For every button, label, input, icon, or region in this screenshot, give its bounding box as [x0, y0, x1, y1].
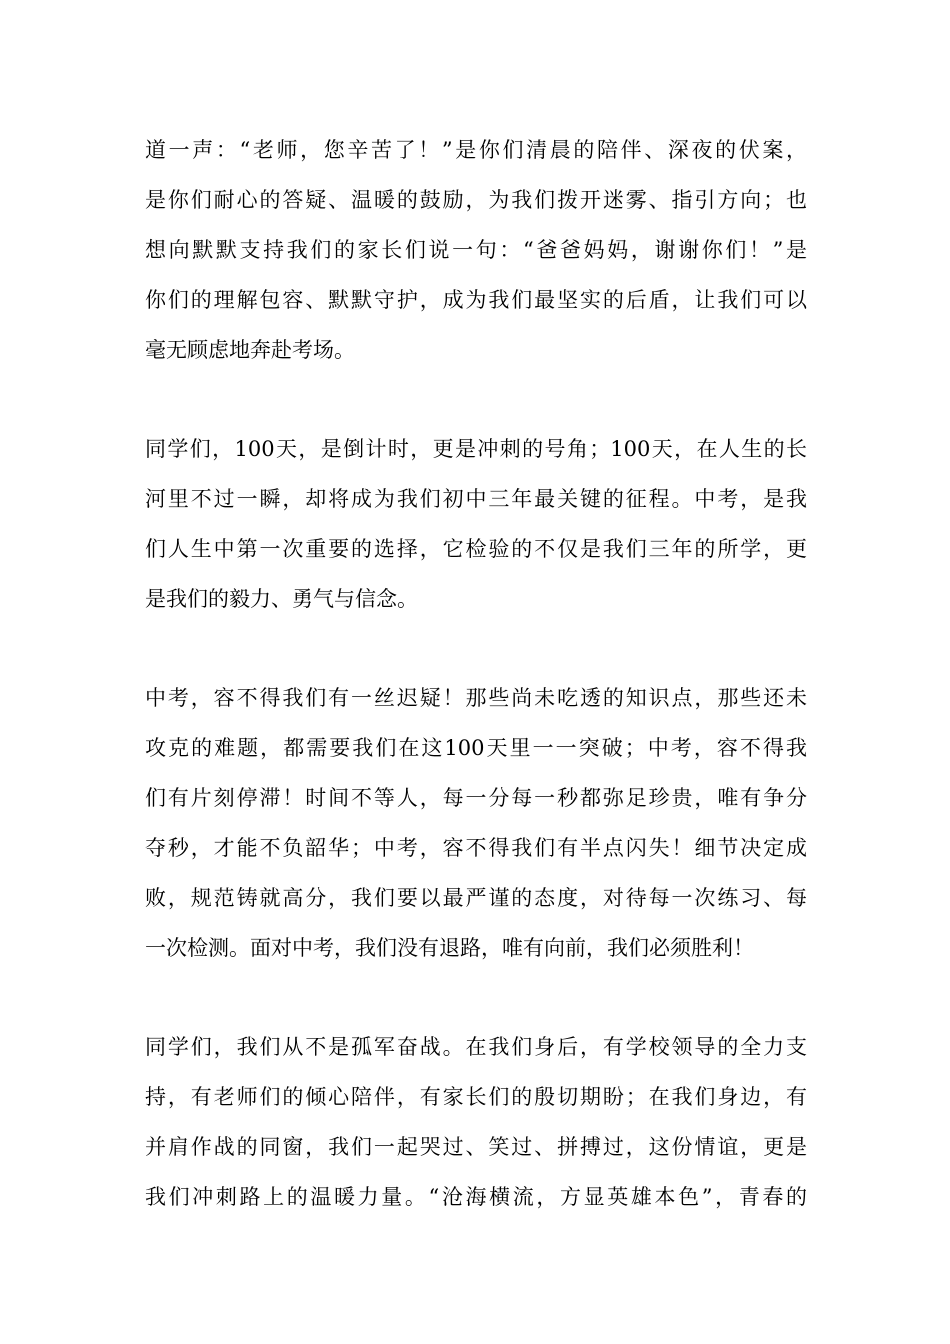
text-line: 河里不过一瞬，却将成为我们初中三年最关键的征程。中考，是我 [145, 487, 807, 511]
paragraph-thanks [145, 125, 807, 375]
paragraph-countdown [145, 424, 807, 624]
text-line: 道一声：“老师，您辛苦了！”是你们清晨的陪伴、深夜的伏案， [145, 138, 807, 162]
text-line: 中考，容不得我们有一丝迟疑！那些尚未吃透的知识点，那些还未 [145, 686, 807, 710]
text-line: 同学们，100天，是倒计时，更是冲刺的号角；100天，在人生的长 [145, 437, 807, 461]
text-line: 败，规范铸就高分，我们要以最严谨的态度，对待每一次练习、每 [145, 886, 807, 910]
paragraph-together [145, 1022, 807, 1222]
text-line: 是我们的毅力、勇气与信念。 [145, 587, 418, 611]
text-line: 你们的理解包容、默默守护，成为我们最坚实的后盾，让我们可以 [145, 288, 807, 312]
text-line: 夺秒，才能不负韶华；中考，容不得我们有半点闪失！细节决定成 [145, 836, 807, 860]
text-line: 想向默默支持我们的家长们说一句：“爸爸妈妈，谢谢你们！”是 [145, 238, 807, 262]
text-line: 我们冲刺路上的温暖力量。“沧海横流，方显英雄本色”，青春的 [145, 1185, 807, 1209]
text-line: 们有片刻停滞！时间不等人，每一分每一秒都弥足珍贵，唯有争分 [145, 786, 807, 810]
text-line: 攻克的难题，都需要我们在这100天里一一突破；中考，容不得我 [145, 736, 807, 760]
text-line: 同学们，我们从不是孤军奋战。在我们身后，有学校领导的全力支 [145, 1035, 807, 1059]
text-line: 持，有老师们的倾心陪伴，有家长们的殷切期盼；在我们身边，有 [145, 1085, 807, 1109]
text-line: 是你们耐心的答疑、温暖的鼓励，为我们拨开迷雾、指引方向；也 [145, 188, 807, 212]
text-line: 并肩作战的同窗，我们一起哭过、笑过、拼搏过，这份情谊，更是 [145, 1135, 807, 1159]
text-line: 一次检测。面对中考，我们没有退路，唯有向前，我们必须胜利！ [145, 936, 754, 960]
text-line: 毫无顾虑地奔赴考场。 [145, 338, 355, 362]
text-line: 们人生中第一次重要的选择，它检验的不仅是我们三年的所学，更 [145, 537, 807, 561]
paragraph-exam [145, 673, 807, 973]
